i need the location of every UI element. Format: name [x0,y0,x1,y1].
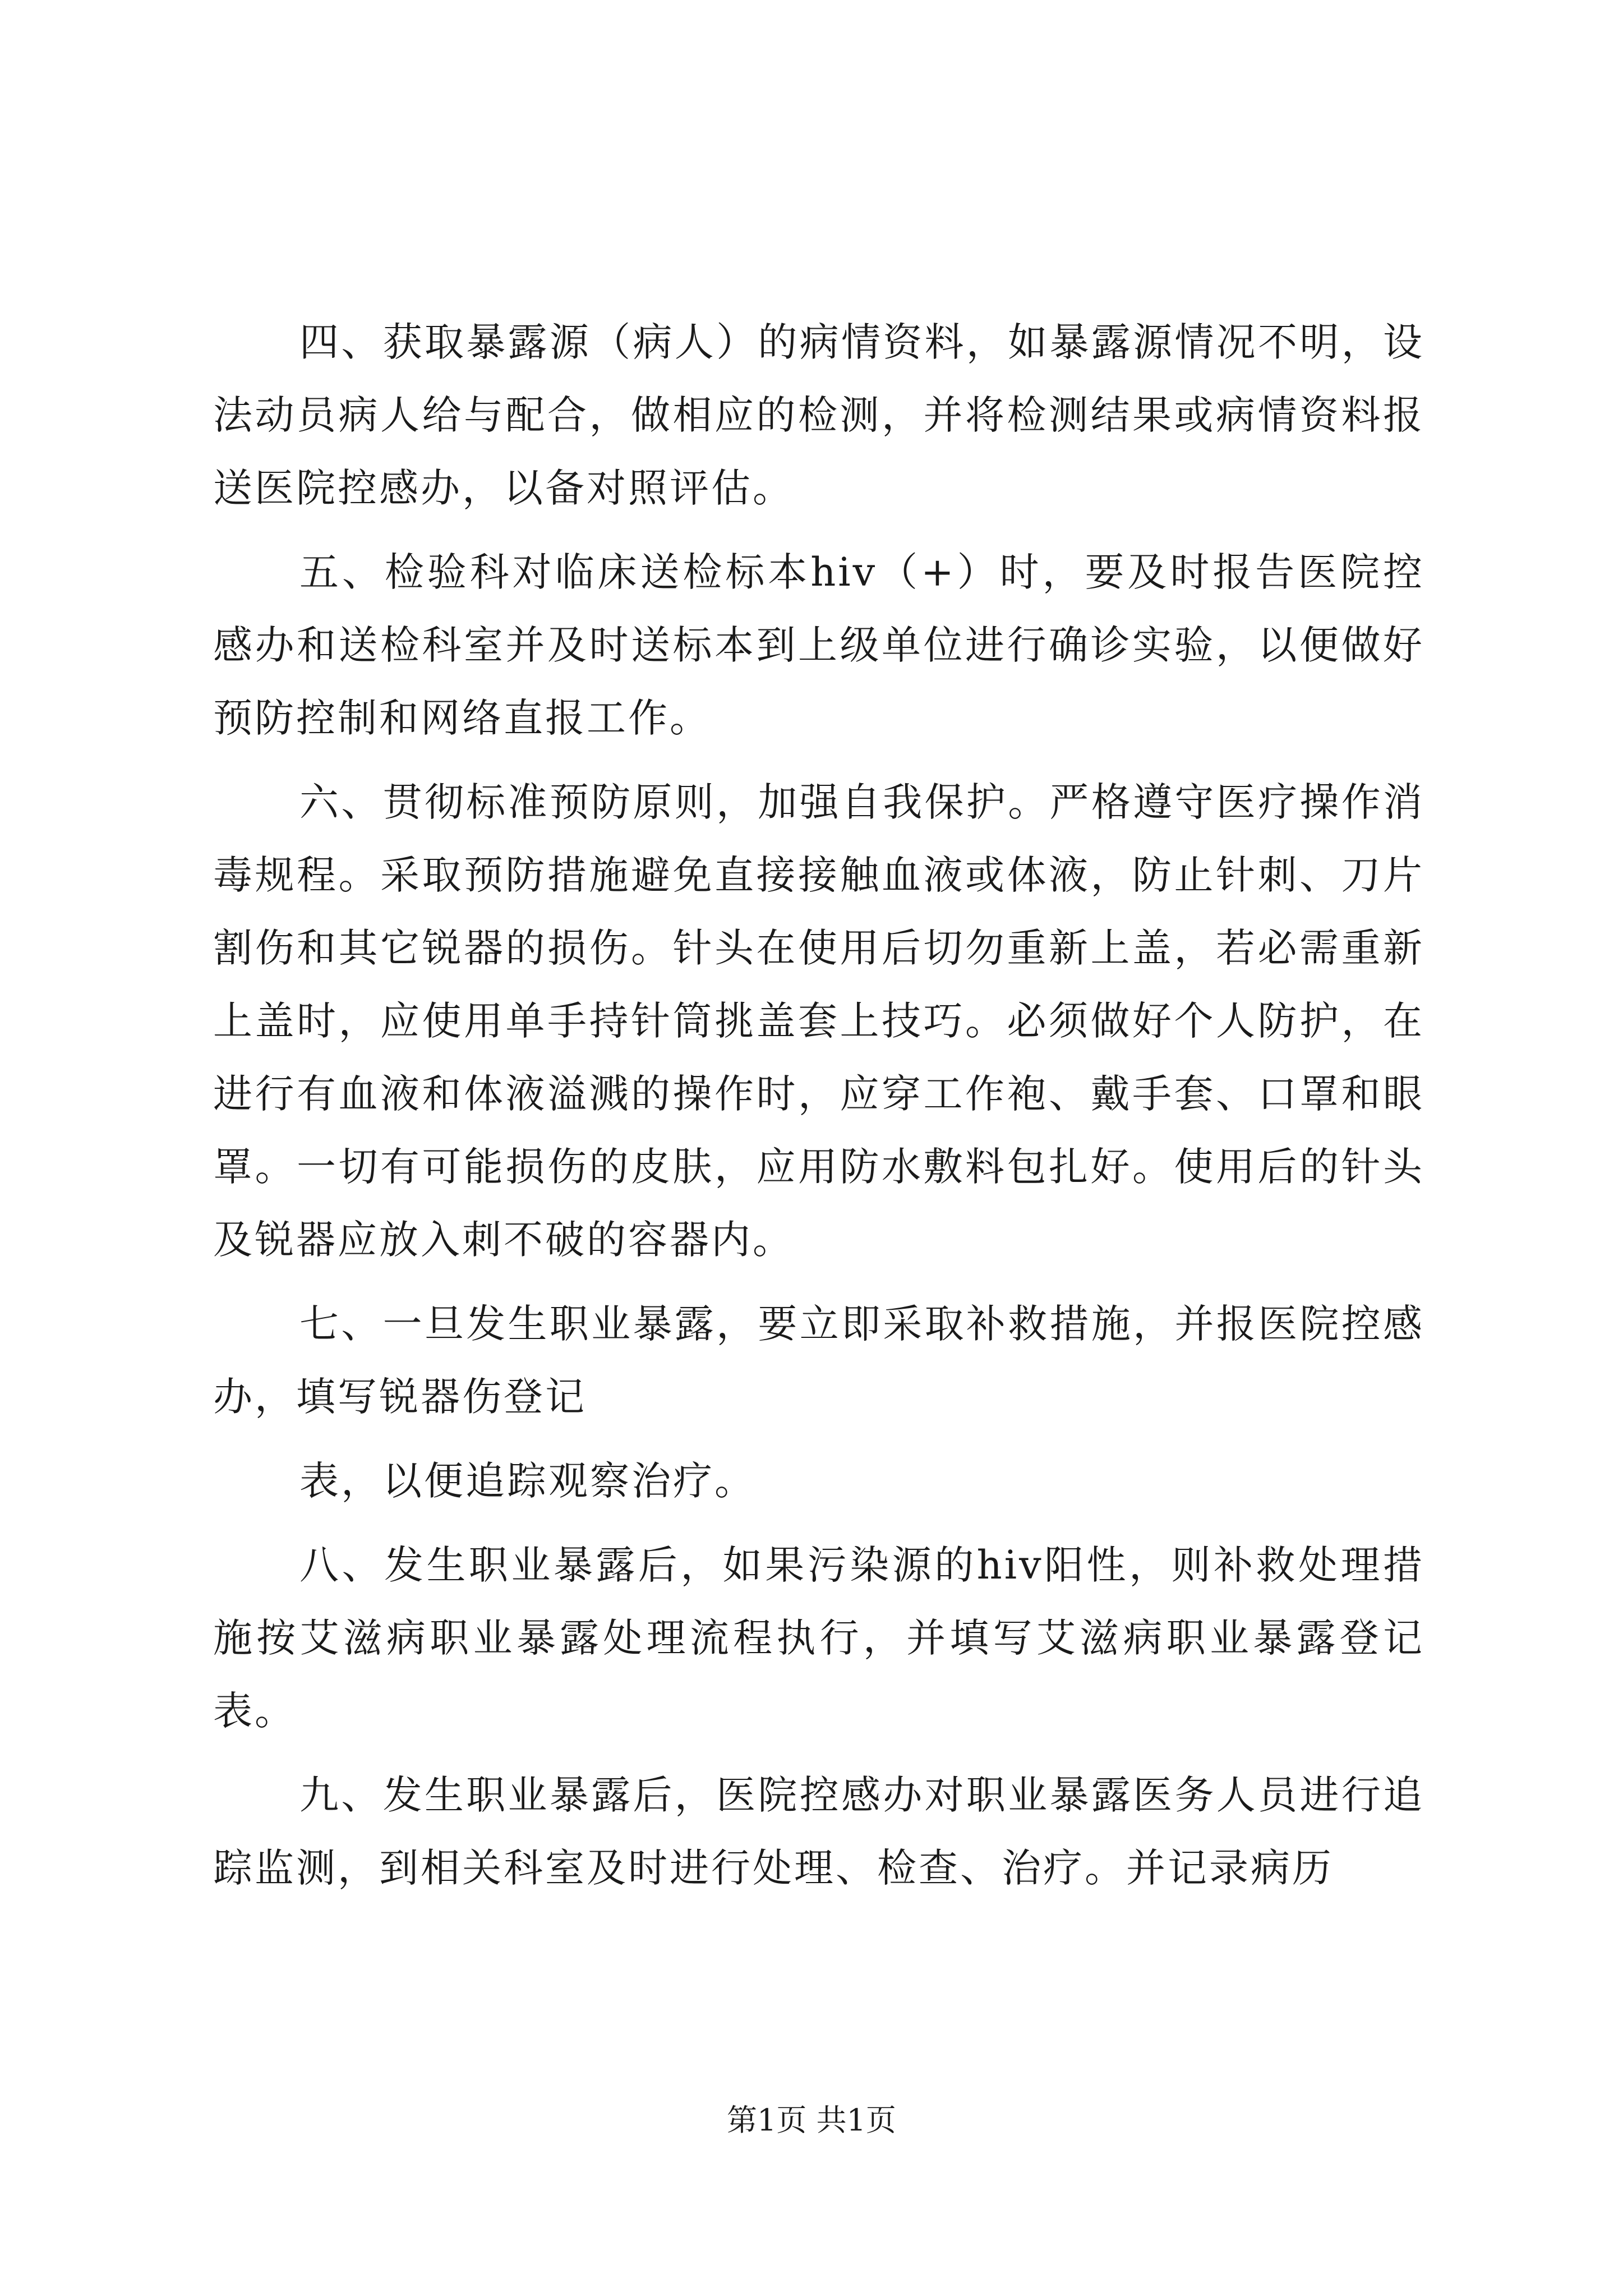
document-body [213,306,1424,1904]
paragraph-8: 八、发生职业暴露后，如果污染源的hiv阳性，则补救处理措施按艾滋病职业暴露处理流程执行，并填写艾滋病职业暴露登记表。 [213,1542,1424,1734]
paragraph-5: 五、检验科对临床送检标本hiv（+）时，要及时报告医院控感办和送检科室并及时送标本到上级单位进行确诊实验，以便做好预防控制和网络直报工作。 [213,549,1424,741]
paragraph-9: 九、发生职业暴露后，医院控感办对职业暴露医务人员进行追踪监测，到相关科室及时进行处理、检查、治疗。并记录病历 [213,1772,1424,1891]
paragraph-7: 七、一旦发生职业暴露，要立即采取补救措施，并报医院控感办，填写锐器伤登记 [213,1301,1424,1420]
paragraph-7-continued: 表，以便追踪观察治疗。 [299,1458,756,1504]
page-footer: 第1页 共1页 [727,2102,896,2138]
paragraph-4: 四、获取暴露源（病人）的病情资料，如暴露源情况不明，设法动员病人给与配合，做相应的检测，并将检测结果或病情资料报送医院控感办，以备对照评估。 [213,319,1424,511]
paragraph-6: 六、贯彻标准预防原则，加强自我保护。严格遵守医疗操作消毒规程。采取预防措施避免直接接触血液或体液，防止针刺、刀片割伤和其它锐器的损伤。针头在使用后切勿重新上盖，若必需重新上盖时，应使用单手持针筒挑盖套上技巧。必须做好个人防护，在进行有血液和体液溢溅的操作时，应穿工作袍、戴手套、口罩和眼罩。一切有可能损伤的皮肤，应用防水敷料包扎好。使用后的针头及锐器应放入刺不破的容器内。 [213,779,1424,1263]
